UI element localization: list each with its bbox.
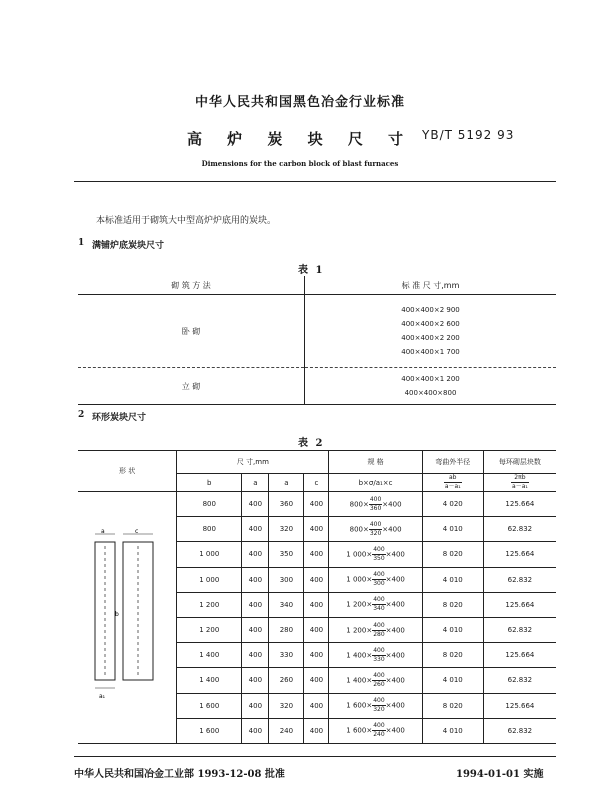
table2-radius-formula (422, 474, 483, 492)
cell-count: 62.832 (483, 517, 556, 542)
radius-formula-num: ab (444, 474, 462, 483)
cell-a1: 300 (269, 567, 304, 592)
section2-title: 环形炭块尺寸 (92, 413, 147, 423)
cell-count: 125.664 (483, 643, 556, 668)
spec-pre: 1 200× (346, 626, 373, 635)
cell-count: 62.832 (483, 617, 556, 642)
table1-method: 立 砌 (78, 368, 305, 405)
section1-title: 满铺炉底炭块尺寸 (92, 241, 165, 251)
cell-count: 62.832 (483, 567, 556, 592)
table2-caption: 表 2 (298, 438, 325, 449)
spec-num: 400 (369, 495, 382, 503)
standard-organization: 中华人民共和国黑色冶金行业标准 (194, 95, 405, 110)
document-title: 高 炉 炭 块 尺 寸 (186, 130, 414, 148)
table2-header-shape: 形 状 (78, 451, 177, 492)
cell-spec (329, 492, 422, 517)
cell-a1: 260 (269, 668, 304, 693)
table2-header-spec: 规 格 (329, 451, 422, 474)
cell-b: 1 600 (177, 693, 242, 718)
cell-c: 400 (304, 693, 329, 718)
table2-col-b: b (177, 474, 242, 492)
table1 (78, 276, 556, 405)
spec-pre: 1 000× (346, 575, 373, 584)
section2-number: 2 (78, 410, 85, 420)
standard-number: YB/T 5192 93 (422, 128, 515, 142)
table1-size: 400×400×2 600 (401, 320, 460, 328)
cell-a: 400 (242, 643, 269, 668)
cell-c: 400 (304, 492, 329, 517)
spec-den: 340 (373, 605, 385, 613)
cell-a: 400 (242, 617, 269, 642)
table2-count-formula (483, 474, 556, 492)
table2-col-a1: a (269, 474, 304, 492)
table1-size: 400×400×2 200 (401, 334, 460, 342)
cell-spec (329, 718, 422, 743)
cell-a: 400 (242, 567, 269, 592)
english-subtitle: Dimensions for the carbon block of blast furnaces (201, 159, 399, 168)
table2-spec-formula: b×σ/a₁×c (329, 474, 422, 492)
spec-den: 300 (373, 580, 385, 588)
spec-pre: 1 200× (346, 600, 373, 609)
spec-post: ×400 (385, 626, 405, 635)
cell-a1: 330 (269, 643, 304, 668)
section1-number: 1 (78, 238, 85, 248)
spec-num: 400 (373, 621, 385, 629)
spec-post: ×400 (385, 550, 405, 559)
spec-num: 400 (373, 571, 385, 579)
count-formula-den: a－a₁ (512, 483, 528, 490)
table2 (78, 450, 556, 744)
cell-c: 400 (304, 643, 329, 668)
cell-a: 400 (242, 517, 269, 542)
spec-post: ×400 (385, 676, 405, 685)
cell-a1: 280 (269, 617, 304, 642)
cell-count: 62.832 (483, 718, 556, 743)
cell-b: 1 600 (177, 718, 242, 743)
cell-spec (329, 567, 422, 592)
cell-count: 125.664 (483, 542, 556, 567)
cell-b: 800 (177, 517, 242, 542)
spec-post: ×400 (385, 726, 405, 735)
cell-a1: 320 (269, 693, 304, 718)
spec-den: 280 (373, 630, 385, 638)
cell-b: 1 000 (177, 567, 242, 592)
cell-radius: 4 010 (422, 567, 483, 592)
cell-a1: 350 (269, 542, 304, 567)
spec-num: 400 (373, 545, 385, 553)
spec-num: 400 (373, 671, 385, 679)
svg-text:a₁: a₁ (99, 693, 106, 701)
cell-a1: 320 (269, 517, 304, 542)
cell-c: 400 (304, 718, 329, 743)
spec-num: 400 (369, 520, 382, 528)
spec-post: ×400 (385, 600, 405, 609)
footer-rule (74, 756, 556, 757)
block-diagram (87, 526, 167, 706)
cell-radius: 4 010 (422, 668, 483, 693)
cell-radius: 8 020 (422, 592, 483, 617)
table1-sizes (305, 368, 557, 405)
cell-b: 1 400 (177, 668, 242, 693)
cell-a1: 240 (269, 718, 304, 743)
cell-spec (329, 517, 422, 542)
cell-count: 125.664 (483, 592, 556, 617)
cell-a: 400 (242, 592, 269, 617)
spec-post: ×400 (385, 651, 405, 660)
header-rule (74, 181, 556, 182)
table2-header-dims: 尺 寸,mm (177, 451, 329, 474)
cell-c: 400 (304, 517, 329, 542)
table1-method: 卧 砌 (78, 295, 305, 368)
table2-col-a: a (242, 474, 269, 492)
cell-a1: 360 (269, 492, 304, 517)
svg-text:a: a (101, 528, 105, 536)
cell-c: 400 (304, 592, 329, 617)
cell-radius: 4 010 (422, 617, 483, 642)
spec-pre: 1 000× (346, 550, 373, 559)
cell-a1: 340 (269, 592, 304, 617)
cell-spec (329, 643, 422, 668)
spec-pre: 800× (349, 525, 369, 534)
cell-count: 125.664 (483, 492, 556, 517)
table1-size: 400×400×2 900 (401, 306, 460, 314)
cell-radius: 8 020 (422, 542, 483, 567)
spec-pre: 1 600× (346, 726, 373, 735)
table1-size: 400×400×800 (404, 389, 457, 397)
spec-pre: 1 400× (346, 651, 373, 660)
cell-radius: 8 020 (422, 693, 483, 718)
spec-num: 400 (373, 596, 385, 604)
cell-a: 400 (242, 668, 269, 693)
spec-post: ×400 (382, 500, 402, 509)
cell-count: 62.832 (483, 668, 556, 693)
cell-c: 400 (304, 567, 329, 592)
spec-den: 320 (369, 529, 382, 537)
table1-size: 400×400×1 200 (401, 375, 460, 383)
count-formula-num: 2πb (511, 474, 529, 483)
table2-col-c: c (304, 474, 329, 492)
radius-formula-den: a－a₁ (444, 483, 461, 490)
spec-den: 260 (373, 680, 385, 688)
cell-c: 400 (304, 617, 329, 642)
table2-header-radius: 弯曲外半径 (422, 451, 483, 474)
spec-den: 330 (373, 655, 385, 663)
cell-c: 400 (304, 668, 329, 693)
spec-post: ×400 (385, 575, 405, 584)
spec-den: 240 (373, 731, 385, 739)
spec-den: 360 (369, 504, 382, 512)
spec-num: 400 (373, 697, 385, 705)
table1-header-method: 砌 筑 方 法 (78, 276, 305, 295)
cell-radius: 8 020 (422, 643, 483, 668)
table2-shape-cell (78, 492, 177, 744)
cell-radius: 4 020 (422, 492, 483, 517)
spec-pre: 1 600× (346, 701, 373, 710)
table1-header-size: 标 准 尺 寸,mm (305, 276, 557, 295)
intro-paragraph: 本标准适用于砌筑大中型高炉炉底用的炭块。 (96, 216, 277, 226)
cell-radius: 4 010 (422, 517, 483, 542)
table1-caption: 表 1 (298, 265, 325, 276)
table1-size: 400×400×1 700 (401, 348, 460, 356)
cell-b: 1 400 (177, 643, 242, 668)
cell-spec (329, 542, 422, 567)
spec-pre: 1 400× (346, 676, 373, 685)
cell-spec (329, 693, 422, 718)
spec-num: 400 (373, 722, 385, 730)
cell-radius: 4 010 (422, 718, 483, 743)
cell-spec (329, 668, 422, 693)
svg-text:b: b (115, 611, 119, 619)
spec-den: 320 (373, 706, 385, 714)
cell-a: 400 (242, 542, 269, 567)
spec-pre: 800× (349, 500, 369, 509)
cell-b: 1 200 (177, 592, 242, 617)
cell-spec (329, 617, 422, 642)
cell-b: 800 (177, 492, 242, 517)
spec-num: 400 (373, 646, 385, 654)
table2-header-count: 每环砌层块数 (483, 451, 556, 474)
cell-a: 400 (242, 693, 269, 718)
svg-text:c: c (135, 528, 139, 536)
cell-a: 400 (242, 492, 269, 517)
cell-count: 125.664 (483, 693, 556, 718)
spec-post: ×400 (385, 701, 405, 710)
cell-b: 1 000 (177, 542, 242, 567)
spec-den: 350 (373, 554, 385, 562)
cell-spec (329, 592, 422, 617)
table1-sizes (305, 295, 557, 368)
cell-a: 400 (242, 718, 269, 743)
cell-c: 400 (304, 542, 329, 567)
spec-post: ×400 (382, 525, 402, 534)
cell-b: 1 200 (177, 617, 242, 642)
approval-info: 中华人民共和国冶金工业部 1993-12-08 批准 (74, 769, 285, 780)
implementation-date: 1994-01-01 实施 (456, 769, 544, 780)
